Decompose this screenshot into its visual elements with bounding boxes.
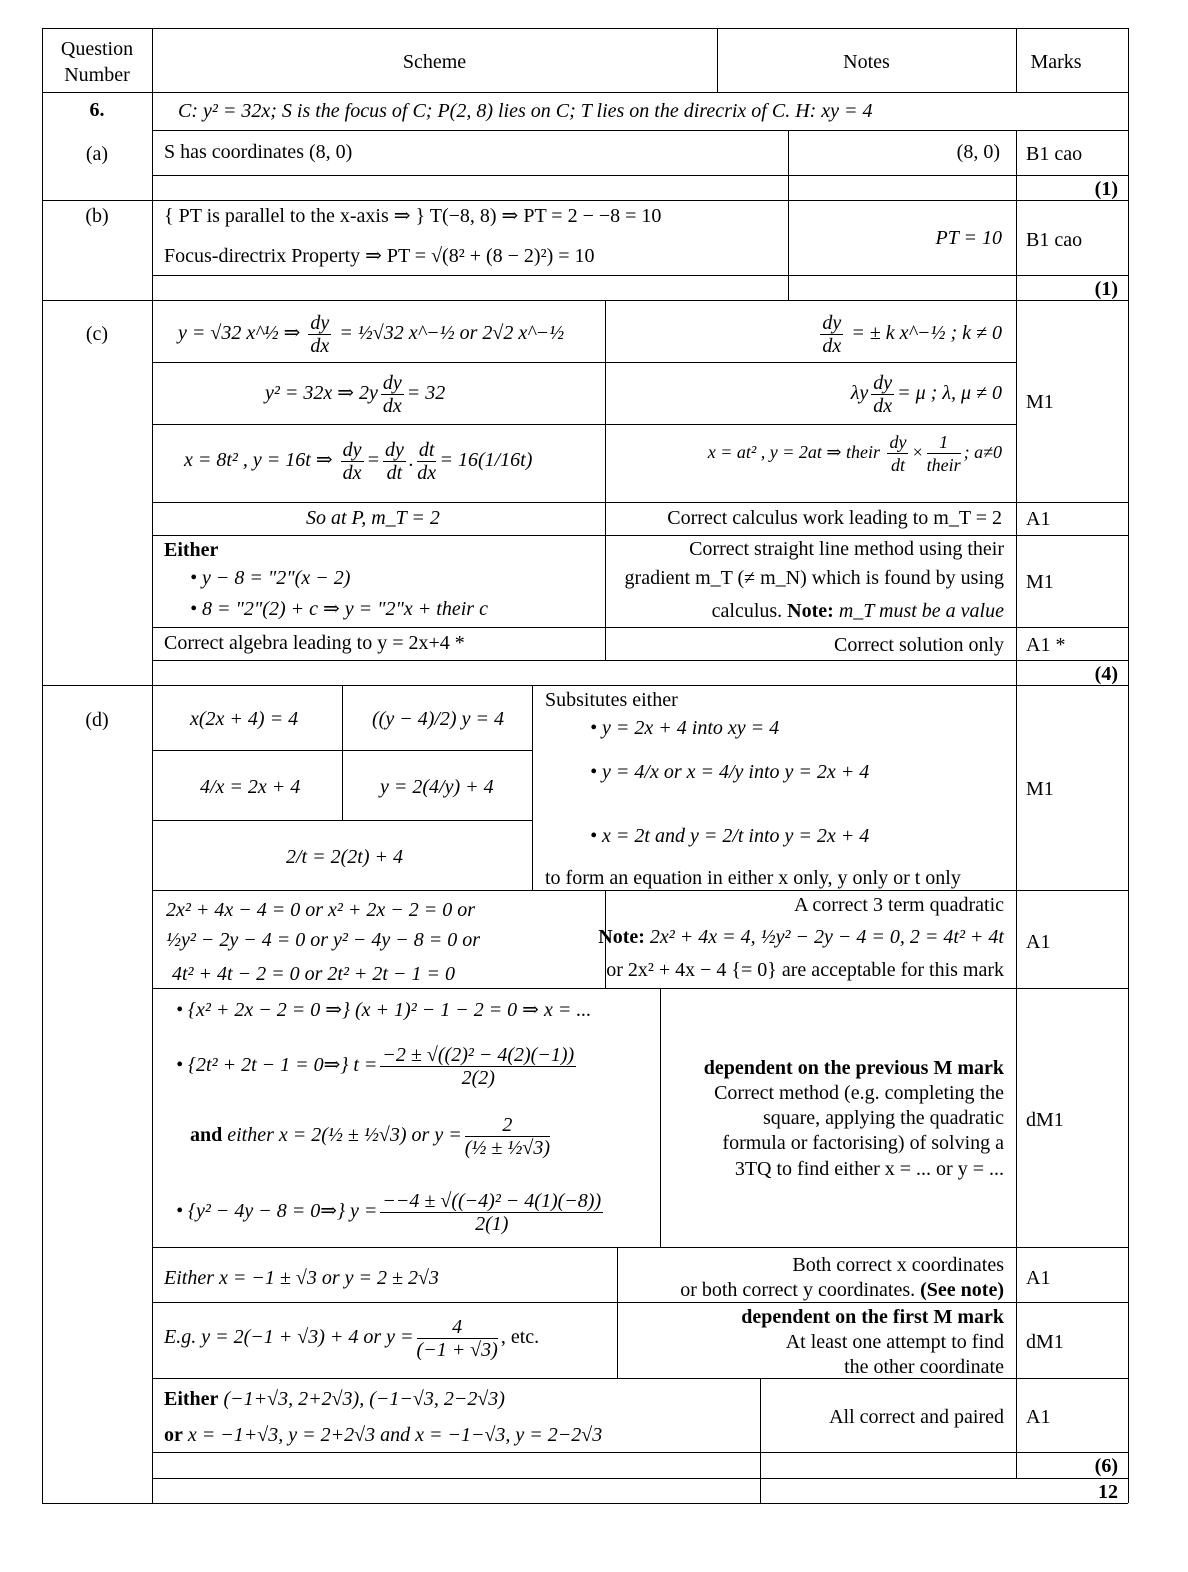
- notes-d-bullet-3: • x = 2t and y = 2/t into y = 2x + 4: [590, 825, 870, 847]
- notes-c-gradient: Correct calculus work leading to m_T = 2: [667, 507, 1002, 529]
- row-divider: [152, 175, 1128, 176]
- fraction-y: $\frac{2}{\text{(½ ± ½√3)}}$: [464, 1113, 550, 1159]
- notes-c-explicit: [610, 311, 1002, 357]
- notes-c-line-1: Correct straight line method using their: [689, 538, 1004, 560]
- scheme-d-roots: Either x = −1 ± √3 or y = 2 ± 2√3: [164, 1267, 439, 1289]
- total-d: (6): [1094, 1455, 1118, 1477]
- row-divider: [152, 1302, 1128, 1303]
- scheme-c-bullet-1: • y − 8 = "2"(x − 2): [190, 567, 351, 589]
- row-divider: [152, 1478, 1128, 1479]
- mark-d-a1-roots: A1: [1026, 1267, 1051, 1289]
- math-text: = 32: [406, 382, 446, 404]
- scheme-d-final-2: or x = −1+√3, y = 2+2√3 and x = −1−√3, y = 2−2√3: [164, 1424, 603, 1446]
- col-divider: [660, 988, 661, 1247]
- col-divider: [342, 685, 343, 820]
- math-text: =: [366, 449, 381, 471]
- fraction-dydx: $\frac{dy}{dx}$: [873, 371, 893, 417]
- header-marks: Marks: [1030, 51, 1082, 73]
- math-text: y² = 32x ⇒ 2y: [265, 382, 378, 404]
- notes-d-final: All correct and paired: [829, 1406, 1004, 1428]
- part-label-b: (b): [85, 205, 109, 227]
- scheme-d-method-3: • {y² − 4y − 8 = 0⇒} y = $\frac{\text{−−4 ± √((−4)² − 4(1)(−8))}}{2(1)}$: [176, 1189, 602, 1235]
- table-border: [42, 28, 1128, 29]
- scheme-c-parametric: x = 8t² , y = 16t ⇒ $\frac{dy}{dx}$ = $\frac{dy}{dt}$ . $\frac{dt}{dx}$ = 16(1/16t): [184, 438, 533, 484]
- table-border: [1128, 28, 1129, 1503]
- notes-c-result: Correct solution only: [834, 634, 1004, 656]
- table-border: [42, 28, 43, 1503]
- notes-d-other-head: dependent on the first M mark: [741, 1306, 1004, 1328]
- scheme-d-final-1: Either (−1+√3, 2+2√3), (−1−√3, 2−2√3): [164, 1388, 505, 1410]
- notes-d-bullet-1: • y = 2x + 4 into xy = 4: [590, 717, 780, 739]
- row-divider: [152, 988, 1128, 989]
- scheme-d-other-coordinate: E.g. y = 2(−1 + √3) + 4 or y = $\frac{4}{(-1 + √3)}$ , etc.: [164, 1315, 540, 1361]
- mark-c-a1-star: A1 *: [1026, 634, 1066, 656]
- fraction-dtdx: $\frac{dt}{dx}$: [417, 438, 437, 484]
- row-divider: [152, 535, 1128, 536]
- math-text: y = √32 x^½ ⇒: [178, 322, 301, 344]
- scheme-d-eq-x: 4/x = 2x + 4: [200, 776, 301, 798]
- scheme-d-eq-y: y = 2(4/y) + 4: [380, 776, 494, 798]
- mark-a: B1 cao: [1026, 143, 1083, 165]
- scheme-d-quadratic-3: 4t² + 4t − 2 = 0 or 2t² + 2t − 1 = 0: [172, 963, 455, 985]
- fraction-quadratic-formula-y: $\frac{\text{−−4 ± √((−4)² − 4(1)(−8))}}{2(1)}$: [382, 1189, 602, 1235]
- col-divider: [532, 685, 533, 890]
- scheme-d-method-1: • {x² + 2x − 2 = 0 ⇒} (x + 1)² − 1 − 2 = 0 ⇒ x = ...: [176, 999, 592, 1021]
- mark-d-a1: A1: [1026, 931, 1051, 953]
- part-label-d: (d): [85, 709, 109, 731]
- mark-c-m1-line: M1: [1026, 571, 1054, 593]
- scheme-c-result: Correct algebra leading to y = 2x+4 *: [164, 632, 465, 654]
- total-a: (1): [1094, 178, 1118, 200]
- fraction-dydt: $\frac{dy}{dt}$: [889, 432, 907, 476]
- notes-d-tail: to form an equation in either x only, y only or t only: [545, 867, 961, 889]
- question-stem: C: y² = 32x; S is the focus of C; P(2, 8) lies on C; T lies on the direcrix of C. H: xy = 4: [178, 100, 873, 122]
- fraction-y-other: $\frac{4}{(-1 + √3)}$: [416, 1315, 498, 1361]
- scheme-d-sub-y: ((y − 4)/2) y = 4: [372, 708, 504, 730]
- col-divider: [1016, 130, 1017, 1478]
- notes-d-other-2: the other coordinate: [844, 1356, 1004, 1378]
- math-text: 8 = "2"(2) + c ⇒ y = "2"x + their c: [202, 598, 488, 620]
- notes-c-parametric: [610, 430, 1002, 476]
- math-text: = ± k x^−½ ; k ≠ 0: [851, 322, 1002, 344]
- scheme-d-method-2b: and either x = 2(½ ± ½√3) or y = $\frac{2}{\text{(½ ± ½√3)}}$: [190, 1113, 550, 1159]
- notes-d-method-3: formula or factorising) of solving a: [722, 1132, 1004, 1154]
- math-text: y − 8 = "2"(x − 2): [202, 567, 351, 589]
- row-divider: [42, 200, 1128, 201]
- math-text: ×: [911, 442, 924, 462]
- col-divider: [152, 28, 153, 1503]
- scheme-c-explicit: [178, 311, 564, 357]
- row-divider: [152, 627, 1128, 628]
- mark-c-a1: A1: [1026, 508, 1051, 530]
- notes-d-head: Subsitutes either: [545, 689, 678, 711]
- fraction-dydx: $\frac{dy}{dx}$: [310, 311, 330, 357]
- mark-d-a1-final: A1: [1026, 1406, 1051, 1428]
- notes-d-method-1: Correct method (e.g. completing the: [714, 1082, 1004, 1104]
- table-border: [42, 1503, 1128, 1504]
- notes-d-method-head: dependent on the previous M mark: [703, 1057, 1004, 1079]
- scheme-c-gradient: So at P, m_T = 2: [306, 507, 440, 529]
- part-label-a: (a): [85, 143, 109, 165]
- scheme-a: S has coordinates (8, 0): [164, 141, 353, 163]
- mark-c-m1: M1: [1026, 391, 1054, 413]
- scheme-c-bullet-2: • 8 = "2"(2) + c ⇒ y = "2"x + their c: [190, 598, 488, 620]
- math-text: = 16(1/16t): [439, 449, 533, 471]
- math-text: = ½√32 x^−½ or 2√2 x^−½: [339, 322, 565, 344]
- math-text: ; a≠0: [963, 442, 1002, 462]
- notes-d-method-4: 3TQ to find either x = ... or y = ...: [734, 1158, 1004, 1180]
- scheme-d-sub-x: x(2x + 4) = 4: [190, 708, 299, 730]
- row-divider: [152, 424, 1016, 425]
- scheme-d-quadratic-1: 2x² + 4x − 4 = 0 or x² + 2x − 2 = 0 or: [166, 899, 476, 921]
- fraction-reciprocal: 1 their: [926, 432, 961, 476]
- notes-d-quadratic-1: A correct 3 term quadratic: [794, 894, 1004, 916]
- header-scheme: Scheme: [402, 51, 467, 73]
- notes-b: PT = 10: [935, 227, 1002, 249]
- fraction-dydx: $\frac{dy}{dx}$: [382, 371, 402, 417]
- col-divider: [788, 130, 789, 300]
- row-divider: [152, 820, 532, 821]
- math-text: = μ ; λ, μ ≠ 0: [897, 382, 1002, 404]
- header-notes: Notes: [843, 51, 890, 73]
- col-divider: [617, 1247, 618, 1378]
- row-divider: [152, 130, 1128, 131]
- row-divider: [152, 1247, 1128, 1248]
- row-divider: [152, 1452, 1128, 1453]
- scheme-b-line2: Focus-directrix Property ⇒ PT = √(8² + (8 − 2)²) = 10: [164, 245, 595, 267]
- notes-d-other-1: At least one attempt to find: [785, 1331, 1004, 1353]
- col-divider: [605, 300, 606, 660]
- fraction-dydt: $\frac{dy}{dt}$: [385, 438, 404, 484]
- total-c: (4): [1094, 663, 1118, 685]
- notes-c-implicit: [610, 371, 1002, 417]
- question-number: 6.: [89, 99, 105, 121]
- scheme-c-either: Either: [164, 539, 219, 561]
- notes-a: (8, 0): [956, 141, 1000, 163]
- notes-d-quadratic-2: Note: 2x² + 4x = 4, ½y² − 2y − 4 = 0, 2 = 4t² + 4t: [598, 926, 1004, 948]
- row-divider: [42, 92, 1128, 93]
- row-divider: [152, 275, 1128, 276]
- row-divider: [152, 660, 1128, 661]
- row-divider: [152, 890, 1128, 891]
- scheme-d-method-2: • {2t² + 2t − 1 = 0⇒} t = $\frac{\text{−2 ± √((2)² − 4(2)(−1))}}{2(2)}$: [176, 1043, 575, 1089]
- header-question-number: Question Number: [60, 38, 134, 86]
- row-divider: [152, 362, 1016, 363]
- math-text: λy: [850, 382, 869, 404]
- notes-d-bullet-2: • y = 4/x or x = 4/y into y = 2x + 4: [590, 761, 870, 783]
- scheme-b-line1: { PT is parallel to the x-axis ⇒ } T(−8, 8) ⇒ PT = 2 − −8 = 10: [164, 205, 662, 227]
- mark-d-dm1-other: dM1: [1026, 1331, 1064, 1353]
- fraction-dydx: $\frac{dy}{dx}$: [822, 311, 842, 357]
- part-label-c: (c): [85, 323, 109, 345]
- total-b: (1): [1094, 278, 1118, 300]
- row-divider: [42, 300, 1128, 301]
- notes-c-line-2: gradient m_T (≠ m_N) which is found by using: [624, 567, 1004, 589]
- scheme-d-quadratic-2: ½y² − 2y − 4 = 0 or y² − 4y − 8 = 0 or: [166, 929, 481, 951]
- mark-d-m1: M1: [1026, 778, 1054, 800]
- mark-d-dm1: dM1: [1026, 1109, 1064, 1131]
- notes-d-quadratic-3: or 2x² + 4x − 4 {= 0} are acceptable for this mark: [606, 959, 1004, 981]
- notes-d-roots-2: or both correct y coordinates. (See note): [680, 1279, 1004, 1301]
- math-text: x = 8t² , y = 16t ⇒: [184, 449, 333, 471]
- fraction-quadratic-formula-t: $\frac{\text{−2 ± √((2)² − 4(2)(−1))}}{2(2)}$: [382, 1043, 575, 1089]
- row-divider: [152, 502, 1128, 503]
- scheme-c-implicit: [265, 371, 445, 417]
- grand-total: 12: [1098, 1481, 1118, 1503]
- math-text: x = at² , y = 2at ⇒ their: [707, 442, 880, 462]
- col-divider: [760, 1378, 761, 1503]
- row-divider: [42, 685, 1128, 686]
- fraction-dydx: $\frac{dy}{dx}$: [342, 438, 362, 484]
- mark-b: B1 cao: [1026, 229, 1083, 251]
- notes-d-roots-1: Both correct x coordinates: [792, 1254, 1004, 1276]
- notes-d-method-2: square, applying the quadratic: [762, 1107, 1004, 1129]
- notes-c-line-3: calculus. Note: m_T must be a value: [711, 600, 1004, 622]
- scheme-d-eq-t: 2/t = 2(2t) + 4: [286, 846, 403, 868]
